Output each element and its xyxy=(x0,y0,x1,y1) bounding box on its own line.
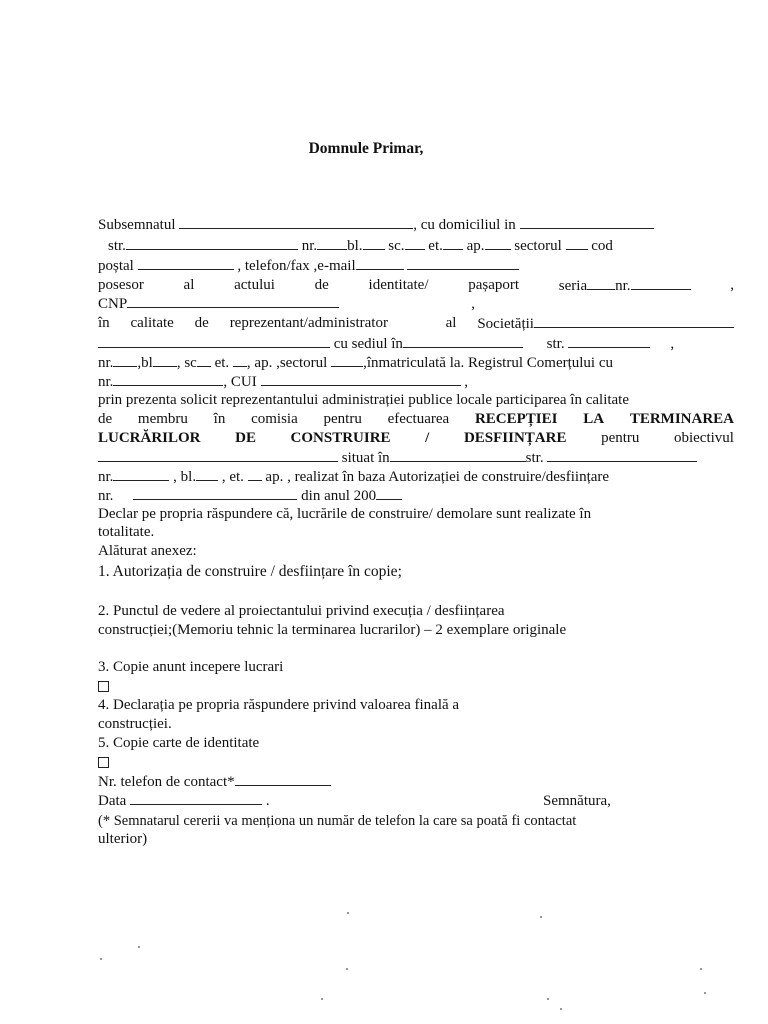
checkbox-row-2 xyxy=(98,753,734,772)
annex-item-4: 4. Declarația pe propria răspundere privind valoarea finală a xyxy=(98,697,460,713)
line-address: str. nr. bl. sc. et. ap. sectorul cod xyxy=(108,238,613,254)
scan-speck xyxy=(547,998,549,1000)
line-telefon-contact: Nr. telefon de contact* xyxy=(98,772,734,792)
annex-item-5: 5. Copie carte de identitate xyxy=(98,735,260,751)
annex-item-4-cont: construcției. xyxy=(98,716,172,732)
annex-item-2: 2. Punctul de vedere al proiectantului privind execuția / desființarea xyxy=(98,603,505,619)
field-nr[interactable] xyxy=(317,236,347,250)
field-sediu-et[interactable] xyxy=(233,353,247,367)
line-postal: poștal , telefon/fax ,e-mail xyxy=(98,256,734,276)
field-et[interactable] xyxy=(443,236,463,250)
field-obj-et[interactable] xyxy=(248,467,262,481)
field-cnp[interactable] xyxy=(127,294,339,308)
field-sediu-nr[interactable] xyxy=(113,353,137,367)
field-postal[interactable] xyxy=(138,256,234,270)
checkbox-anunt[interactable] xyxy=(98,681,109,692)
line-calitate: în calitate de reprezentant/administrator al Societății xyxy=(98,314,734,334)
line-cnp: CNP , xyxy=(98,296,475,312)
line-data: Data . xyxy=(98,793,270,809)
line-declar: Declar pe propria răspundere că, lucrările de construire/ demolare sunt realizate în xyxy=(98,506,592,522)
field-ap[interactable] xyxy=(485,236,511,250)
field-sediu-bl[interactable] xyxy=(153,353,177,367)
line-posesor: posesor al actului de identitate/ pașaport seria nr. , xyxy=(98,277,734,294)
line-solicit: prin prezenta solicit reprezentantului administrației publice locale participarea în calitate xyxy=(98,392,630,408)
annex-item-1: 1. Autorizația de construire / desființare în copie; xyxy=(98,563,402,580)
scan-speck xyxy=(138,946,140,948)
field-cui[interactable] xyxy=(261,372,461,386)
field-societate-2[interactable] xyxy=(98,334,330,348)
line-lucrarilor: LUCRĂRILOR DE CONSTRUIRE / DESFIINȚARE pentru obiectivul xyxy=(98,430,734,446)
scan-speck xyxy=(346,968,348,970)
line-inmatriculata: nr. ,bl , sc et. , ap. ,sectorul ,înmatriculată la. Registrul Comerțului cu xyxy=(98,355,614,371)
field-domiciliu[interactable] xyxy=(520,215,654,229)
annex-item-2-cont: construcției;(Memoriu tehnic la terminarea lucrarilor) – 2 exemplare originale xyxy=(98,622,567,638)
line-sediu: cu sediul în str. , xyxy=(98,334,734,354)
line-anexez: Alăturat anexez: xyxy=(98,543,197,559)
checkbox-carte-identitate[interactable] xyxy=(98,757,109,768)
line-anul: nr. din anul 200 xyxy=(98,486,734,506)
field-an[interactable] xyxy=(376,486,402,500)
field-societate[interactable] xyxy=(534,314,734,328)
scan-speck xyxy=(560,1008,562,1010)
footnote-cont: ulterior) xyxy=(98,831,148,847)
scan-speck xyxy=(100,958,102,960)
field-obj-bl[interactable] xyxy=(196,467,218,481)
checkbox-row-1 xyxy=(98,677,734,696)
field-bl[interactable] xyxy=(363,236,385,250)
field-sediu[interactable] xyxy=(403,334,523,348)
field-id-nr[interactable] xyxy=(631,276,691,290)
field-situat[interactable] xyxy=(390,448,526,462)
signature-label: Semnătura, xyxy=(543,793,611,809)
field-situat-str[interactable] xyxy=(547,448,697,462)
scan-speck xyxy=(321,998,323,1000)
page-title: Domnule Primar, xyxy=(308,140,424,157)
line-situat: situat în str. xyxy=(98,448,734,468)
line-totalitate: totalitate. xyxy=(98,524,155,540)
scan-speck xyxy=(700,968,702,970)
line-subsemnatul: Subsemnatul , cu domiciliul in xyxy=(98,215,734,235)
field-data[interactable] xyxy=(130,791,262,805)
line-cui: nr. , CUI , xyxy=(98,374,469,390)
field-sector[interactable] xyxy=(566,236,588,250)
field-name[interactable] xyxy=(179,215,413,229)
field-sediu-sector[interactable] xyxy=(331,353,363,367)
scan-speck xyxy=(540,916,542,918)
field-autorizatie-nr[interactable] xyxy=(133,486,297,500)
scan-speck xyxy=(704,992,706,994)
field-telefon-contact[interactable] xyxy=(235,772,331,786)
field-street[interactable] xyxy=(126,236,298,250)
field-sediu-sc[interactable] xyxy=(197,353,211,367)
line-autorizatie: nr. , bl. , et. ap. , realizat în baza Autorizației de construire/desființare xyxy=(98,469,610,485)
line-comisia: de membru în comisia pentru efectuarea RECEPȚIEI LA TERMINAREA xyxy=(98,411,734,427)
field-obj-nr[interactable] xyxy=(113,467,169,481)
field-sediu-str[interactable] xyxy=(568,334,650,348)
field-sc[interactable] xyxy=(405,236,425,250)
field-obiectiv[interactable] xyxy=(98,448,338,462)
footnote: (* Semnatarul cererii va menționa un număr de telefon la care sa poată fi contactat xyxy=(98,813,577,829)
field-email-2[interactable] xyxy=(407,256,519,270)
scan-speck xyxy=(347,912,349,914)
field-seria[interactable] xyxy=(587,276,615,290)
field-reg-nr[interactable] xyxy=(113,372,223,386)
field-email[interactable] xyxy=(356,256,404,270)
annex-item-3: 3. Copie anunt incepere lucrari xyxy=(98,659,284,675)
